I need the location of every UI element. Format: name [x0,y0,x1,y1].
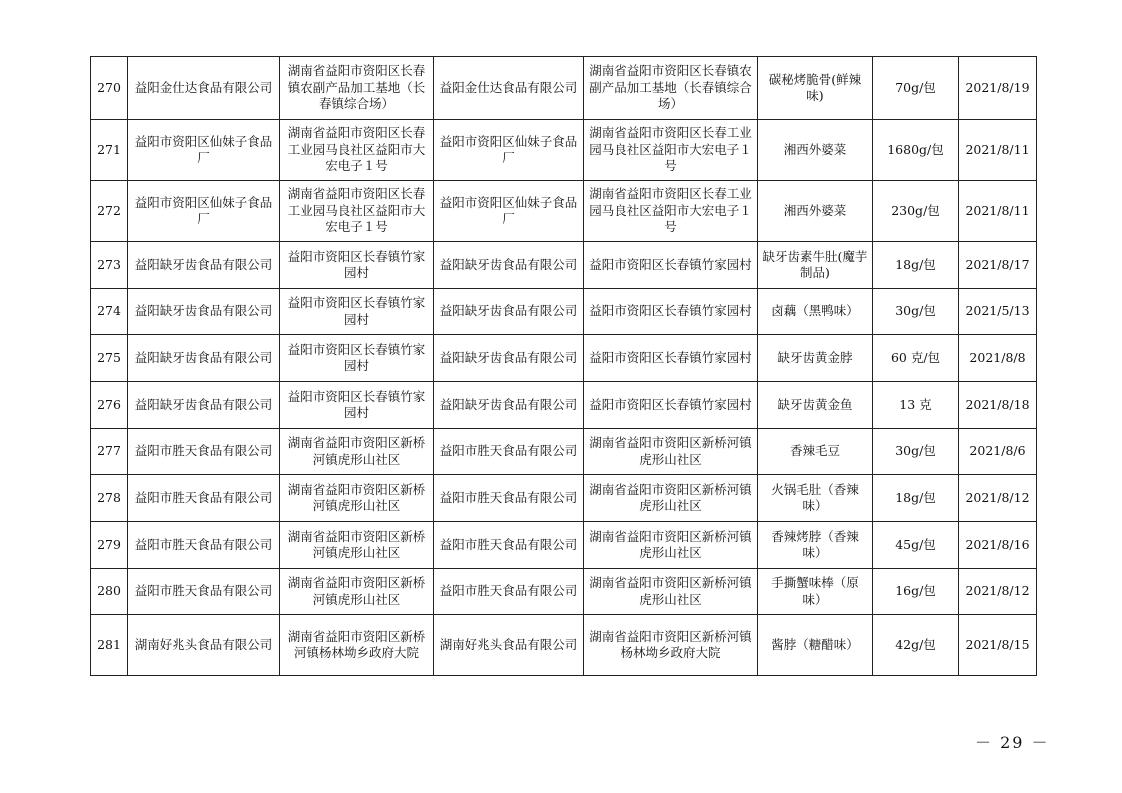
manufacturer-name: 益阳市资阳区仙妹子食品厂 [128,120,280,181]
production-date: 2021/8/8 [959,335,1037,382]
seller-name: 益阳市资阳区仙妹子食品厂 [434,120,584,181]
product-spec: 13 克 [873,382,959,429]
product-name: 缺牙齿黄金脖 [758,335,873,382]
production-date: 2021/8/11 [959,120,1037,181]
row-number: 275 [91,335,128,382]
manufacturer-name: 益阳市胜天食品有限公司 [128,569,280,615]
manufacturer-address: 湖南省益阳市资阳区新桥河镇虎形山社区 [280,522,434,569]
row-number: 278 [91,475,128,522]
manufacturer-address: 湖南省益阳市资阳区长春镇农副产品加工基地（长春镇综合场） [280,57,434,120]
manufacturer-name: 湖南好兆头食品有限公司 [128,615,280,676]
production-date: 2021/8/18 [959,382,1037,429]
row-number: 277 [91,429,128,475]
row-number: 281 [91,615,128,676]
seller-address: 益阳市资阳区长春镇竹家园村 [584,335,758,382]
product-name: 缺牙齿素牛肚(魔芋制品) [758,242,873,289]
product-name: 缺牙齿黄金鱼 [758,382,873,429]
seller-name: 益阳缺牙齿食品有限公司 [434,382,584,429]
seller-name: 益阳金仕达食品有限公司 [434,57,584,120]
product-spec: 60 克/包 [873,335,959,382]
product-name: 香辣烤脖（香辣味） [758,522,873,569]
product-spec: 230g/包 [873,181,959,242]
seller-name: 益阳市胜天食品有限公司 [434,475,584,522]
production-date: 2021/8/17 [959,242,1037,289]
seller-address: 湖南省益阳市资阳区长春工业园马良社区益阳市大宏电子１号 [584,181,758,242]
manufacturer-address: 益阳市资阳区长春镇竹家园村 [280,242,434,289]
row-number: 273 [91,242,128,289]
manufacturer-address: 益阳市资阳区长春镇竹家园村 [280,289,434,335]
table-row [91,475,1037,522]
product-name: 火锅毛肚（香辣味） [758,475,873,522]
seller-address: 湖南省益阳市资阳区长春工业园马良社区益阳市大宏电子１号 [584,120,758,181]
production-date: 2021/8/11 [959,181,1037,242]
manufacturer-address: 湖南省益阳市资阳区新桥河镇虎形山社区 [280,429,434,475]
table-row [91,57,1037,120]
seller-address: 益阳市资阳区长春镇竹家园村 [584,289,758,335]
page-number: － 29 － [975,733,1050,752]
production-date: 2021/8/16 [959,522,1037,569]
product-spec: 30g/包 [873,429,959,475]
product-name: 湘西外婆菜 [758,120,873,181]
manufacturer-address: 湖南省益阳市资阳区长春工业园马良社区益阳市大宏电子１号 [280,181,434,242]
row-number: 276 [91,382,128,429]
manufacturer-name: 益阳市资阳区仙妹子食品厂 [128,181,280,242]
product-spec: 16g/包 [873,569,959,615]
row-number: 270 [91,57,128,120]
product-name: 酱脖（糖醋味） [758,615,873,676]
seller-name: 益阳缺牙齿食品有限公司 [434,242,584,289]
row-number: 272 [91,181,128,242]
product-name: 香辣毛豆 [758,429,873,475]
seller-address: 湖南省益阳市资阳区新桥河镇虎形山社区 [584,522,758,569]
seller-address: 湖南省益阳市资阳区新桥河镇虎形山社区 [584,475,758,522]
seller-name: 益阳市胜天食品有限公司 [434,569,584,615]
manufacturer-address: 益阳市资阳区长春镇竹家园村 [280,382,434,429]
manufacturer-name: 益阳市胜天食品有限公司 [128,522,280,569]
product-name: 碳秘烤脆骨(鲜辣味) [758,57,873,120]
row-number: 274 [91,289,128,335]
production-date: 2021/8/19 [959,57,1037,120]
manufacturer-address: 湖南省益阳市资阳区新桥河镇杨林坳乡政府大院 [280,615,434,676]
row-number: 280 [91,569,128,615]
manufacturer-name: 益阳金仕达食品有限公司 [128,57,280,120]
manufacturer-name: 益阳市胜天食品有限公司 [128,475,280,522]
manufacturer-address: 湖南省益阳市资阳区新桥河镇虎形山社区 [280,569,434,615]
row-number: 271 [91,120,128,181]
manufacturer-address: 湖南省益阳市资阳区长春工业园马良社区益阳市大宏电子１号 [280,120,434,181]
seller-address: 湖南省益阳市资阳区长春镇农副产品加工基地（长春镇综合场） [584,57,758,120]
manufacturer-name: 益阳缺牙齿食品有限公司 [128,335,280,382]
table-row [91,120,1037,181]
product-name: 湘西外婆菜 [758,181,873,242]
product-name: 卤藕（黑鸭味） [758,289,873,335]
seller-address: 湖南省益阳市资阳区新桥河镇虎形山社区 [584,569,758,615]
seller-address: 益阳市资阳区长春镇竹家园村 [584,242,758,289]
manufacturer-name: 益阳缺牙齿食品有限公司 [128,242,280,289]
product-spec: 1680g/包 [873,120,959,181]
product-name: 手撕蟹味棒（原味） [758,569,873,615]
seller-name: 湖南好兆头食品有限公司 [434,615,584,676]
production-date: 2021/8/12 [959,569,1037,615]
row-number: 279 [91,522,128,569]
product-table [90,56,1037,676]
table-row [91,569,1037,615]
product-spec: 45g/包 [873,522,959,569]
manufacturer-address: 益阳市资阳区长春镇竹家园村 [280,335,434,382]
product-spec: 18g/包 [873,242,959,289]
seller-name: 益阳市资阳区仙妹子食品厂 [434,181,584,242]
production-date: 2021/8/6 [959,429,1037,475]
seller-name: 益阳市胜天食品有限公司 [434,429,584,475]
production-date: 2021/5/13 [959,289,1037,335]
table-row [91,242,1037,289]
table-row [91,615,1037,676]
seller-name: 益阳缺牙齿食品有限公司 [434,335,584,382]
production-date: 2021/8/12 [959,475,1037,522]
product-spec: 42g/包 [873,615,959,676]
table-row [91,289,1037,335]
manufacturer-name: 益阳缺牙齿食品有限公司 [128,289,280,335]
product-spec: 18g/包 [873,475,959,522]
seller-name: 益阳缺牙齿食品有限公司 [434,289,584,335]
table-row [91,382,1037,429]
manufacturer-name: 益阳市胜天食品有限公司 [128,429,280,475]
table-row [91,335,1037,382]
seller-address: 湖南省益阳市资阳区新桥河镇杨林坳乡政府大院 [584,615,758,676]
production-date: 2021/8/15 [959,615,1037,676]
seller-address: 益阳市资阳区长春镇竹家园村 [584,382,758,429]
table-row [91,181,1037,242]
seller-address: 湖南省益阳市资阳区新桥河镇虎形山社区 [584,429,758,475]
manufacturer-address: 湖南省益阳市资阳区新桥河镇虎形山社区 [280,475,434,522]
table-row [91,429,1037,475]
product-spec: 30g/包 [873,289,959,335]
product-spec: 70g/包 [873,57,959,120]
table-row [91,522,1037,569]
seller-name: 益阳市胜天食品有限公司 [434,522,584,569]
manufacturer-name: 益阳缺牙齿食品有限公司 [128,382,280,429]
